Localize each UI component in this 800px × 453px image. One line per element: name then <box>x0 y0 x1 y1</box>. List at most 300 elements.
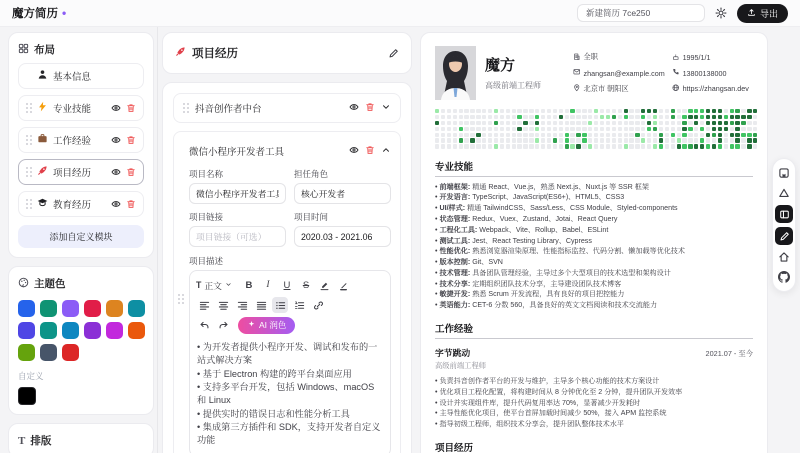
heatmap-cell <box>659 127 663 131</box>
text-style-dropdown[interactable]: T 正文 <box>196 279 232 292</box>
heatmap-cell <box>706 127 710 131</box>
heatmap-cell <box>659 144 663 148</box>
heatmap-cell <box>588 138 592 142</box>
heatmap-cell <box>559 127 563 131</box>
heatmap-cell <box>753 138 757 142</box>
sidebar-item-gradcap[interactable] <box>18 191 144 217</box>
heatmap-cell <box>565 109 569 113</box>
heatmap-cell <box>529 144 533 148</box>
contact-item <box>672 84 753 94</box>
project-name-label: 项目名称 <box>189 169 224 179</box>
heatmap-cell <box>665 144 669 148</box>
eye-icon[interactable] <box>111 167 121 177</box>
heatmap-cell <box>635 115 639 119</box>
heatmap-cell <box>724 133 728 137</box>
heatmap-cell <box>671 121 675 125</box>
heatmap-cell <box>506 144 510 148</box>
heatmap-cell <box>470 121 474 125</box>
heatmap-cell <box>453 133 457 137</box>
sidebar-item-bolt[interactable] <box>18 95 144 121</box>
heatmap-cell <box>753 115 757 119</box>
heatmap-cell <box>677 138 681 142</box>
heatmap-cell <box>600 121 604 125</box>
heatmap-cell <box>470 138 474 142</box>
contact-text: https://zhangsan.dev <box>682 84 749 94</box>
theme-color-swatch[interactable] <box>18 344 35 361</box>
heatmap-cell <box>688 109 692 113</box>
project-desc-label: 项目描述 <box>189 256 224 266</box>
sidebar-item-label: 基本信息 <box>53 72 92 83</box>
heatmap-cell <box>600 127 604 131</box>
highlighter-icon[interactable] <box>317 277 333 293</box>
trash-icon[interactable] <box>365 99 375 117</box>
heatmap-cell <box>594 133 598 137</box>
heatmap-cell <box>459 133 463 137</box>
link-icon[interactable] <box>310 297 326 313</box>
heatmap-cell <box>688 115 692 119</box>
chevron-up-icon[interactable] <box>381 142 391 160</box>
chevron-down-icon[interactable] <box>381 99 391 117</box>
heatmap-cell <box>535 144 539 148</box>
heatmap-cell <box>647 144 651 148</box>
contact-item <box>573 68 666 78</box>
heatmap-cell <box>500 138 504 142</box>
align-center-icon[interactable] <box>215 297 231 313</box>
heatmap-cell <box>494 115 498 119</box>
heatmap-cell <box>517 115 521 119</box>
heatmap-cell <box>624 127 628 131</box>
heatmap-cell <box>464 121 468 125</box>
custom-color-swatch[interactable] <box>18 387 36 405</box>
heatmap-cell <box>547 133 551 137</box>
layout-panel <box>8 32 154 258</box>
heatmap-cell <box>576 127 580 131</box>
layout-grid-icon <box>18 43 29 57</box>
heatmap-cell <box>653 115 657 119</box>
heatmap-cell <box>629 109 633 113</box>
heatmap-cell <box>441 121 445 125</box>
heatmap-cell <box>541 121 545 125</box>
heatmap-cell <box>582 138 586 142</box>
heatmap-cell <box>677 121 681 125</box>
typography-t-icon: T <box>18 434 26 447</box>
drag-handle-icon[interactable] <box>178 294 184 304</box>
resume-job-title: 高级前端工程师 <box>485 81 541 90</box>
heatmap-cell <box>535 115 539 119</box>
heatmap-cell <box>588 127 592 131</box>
heatmap-cell <box>464 133 468 137</box>
heatmap-cell <box>464 109 468 113</box>
bullet-list-icon[interactable] <box>272 297 288 313</box>
heatmap-cell <box>730 121 734 125</box>
theme-color-swatch[interactable] <box>40 344 57 361</box>
sidebar-item-briefcase[interactable] <box>18 127 144 153</box>
heatmap-cell <box>588 144 592 148</box>
home-icon[interactable] <box>776 249 792 265</box>
heatmap-cell <box>464 127 468 131</box>
eye-icon[interactable] <box>111 199 121 209</box>
heatmap-cell <box>464 115 468 119</box>
heatmap-cell <box>594 109 598 113</box>
heatmap-cell <box>488 127 492 131</box>
heatmap-cell <box>659 121 663 125</box>
heatmap-cell <box>535 133 539 137</box>
project-date-label: 项目时间 <box>294 212 329 222</box>
sidebar-item-user[interactable] <box>18 63 144 89</box>
heatmap-cell <box>441 144 445 148</box>
heatmap-cell <box>677 115 681 119</box>
heatmap-cell <box>624 121 628 125</box>
heatmap-cell <box>635 138 639 142</box>
heatmap-cell <box>470 109 474 113</box>
project-item-title: 抖音创作者中台 <box>195 104 262 115</box>
custom-color-label: 自定义 <box>18 371 44 381</box>
heatmap-cell <box>612 127 616 131</box>
theme-color-swatch[interactable] <box>62 300 79 317</box>
project-role-input[interactable] <box>294 183 391 204</box>
heatmap-cell <box>671 144 675 148</box>
heatmap-cell <box>565 138 569 142</box>
heatmap-cell <box>494 133 498 137</box>
drag-handle-icon[interactable] <box>26 135 32 145</box>
heatmap-cell <box>677 109 681 113</box>
heatmap-cell <box>500 144 504 148</box>
company-name: 字节跳动 <box>435 348 471 359</box>
heatmap-cell <box>612 144 616 148</box>
heatmap-cell <box>747 109 751 113</box>
heatmap-cell <box>594 115 598 119</box>
theme-toggle-sun-icon[interactable] <box>715 7 727 19</box>
heatmap-cell <box>506 109 510 113</box>
heatmap-cell <box>506 115 510 119</box>
heatmap-cell <box>735 109 739 113</box>
bookmark-icon[interactable] <box>776 165 792 181</box>
heatmap-cell <box>730 133 734 137</box>
heatmap-cell <box>712 115 716 119</box>
heatmap-cell <box>653 121 657 125</box>
heatmap-cell <box>553 138 557 142</box>
heatmap-cell <box>559 121 563 125</box>
heatmap-cell <box>618 127 622 131</box>
text-color-icon[interactable] <box>336 277 352 293</box>
heatmap-cell <box>447 127 451 131</box>
heatmap-cell <box>559 109 563 113</box>
heatmap-cell <box>741 109 745 113</box>
heatmap-cell <box>559 144 563 148</box>
heatmap-cell <box>570 121 574 125</box>
building-icon <box>573 53 581 63</box>
eye-icon[interactable] <box>349 99 359 117</box>
italic-icon[interactable]: I <box>266 280 270 290</box>
heatmap-cell <box>565 127 569 131</box>
heatmap-cell <box>488 144 492 148</box>
export-button[interactable]: 导出 <box>737 4 788 23</box>
heatmap-cell <box>476 109 480 113</box>
drag-handle-icon[interactable] <box>183 103 189 113</box>
undo-icon[interactable] <box>196 317 212 333</box>
heatmap-cell <box>482 127 486 131</box>
heatmap-cell <box>612 138 616 142</box>
align-justify-icon[interactable] <box>253 297 269 313</box>
description-bullet: • 为开发者提供小程序开发、调试和发布的一站式解决方案 <box>197 341 383 368</box>
heatmap-cell <box>529 121 533 125</box>
heatmap-cell <box>553 133 557 137</box>
project-date-input[interactable] <box>294 226 391 247</box>
theme-color-swatch[interactable] <box>84 300 101 317</box>
heatmap-cell <box>718 133 722 137</box>
heatmap-cell <box>600 144 604 148</box>
heatmap-cell <box>641 133 645 137</box>
heatmap-cell <box>629 127 633 131</box>
contact-item <box>573 52 666 62</box>
drag-handle-icon[interactable] <box>26 199 32 209</box>
ai-polish-button[interactable]: AI 润色 <box>238 317 295 334</box>
heatmap-cell <box>735 127 739 131</box>
heatmap-cell <box>500 127 504 131</box>
project-link-label: 项目链接 <box>189 212 224 222</box>
heatmap-cell <box>476 133 480 137</box>
heatmap-cell <box>694 138 698 142</box>
heatmap-cell <box>523 115 527 119</box>
theme-color-swatch[interactable] <box>84 322 101 339</box>
heatmap-cell <box>688 121 692 125</box>
trash-icon[interactable] <box>126 167 136 177</box>
github-icon[interactable] <box>776 269 792 285</box>
theme-title: 主题色 <box>34 278 66 290</box>
heatmap-cell <box>718 109 722 113</box>
heatmap-cell <box>641 109 645 113</box>
heatmap-cell <box>582 127 586 131</box>
heatmap-cell <box>647 133 651 137</box>
heatmap-cell <box>741 133 745 137</box>
heatmap-cell <box>730 109 734 113</box>
heatmap-cell <box>671 133 675 137</box>
skill-item: • 英语能力: CET-6 分数 560，具备良好的英文文档阅读和技术交流能力 <box>435 300 753 311</box>
heatmap-cell <box>559 115 563 119</box>
heatmap-cell <box>459 127 463 131</box>
theme-color-swatch[interactable] <box>128 322 145 339</box>
heatmap-cell <box>500 109 504 113</box>
heatmap-cell <box>747 138 751 142</box>
trash-icon[interactable] <box>365 142 375 160</box>
heatmap-cell <box>635 127 639 131</box>
work-section-title: 工作经验 <box>435 321 753 339</box>
heatmap-cell <box>712 138 716 142</box>
heatmap-cell <box>553 121 557 125</box>
eye-icon[interactable] <box>111 135 121 145</box>
heatmap-cell <box>535 121 539 125</box>
theme-color-swatch[interactable] <box>62 344 79 361</box>
heatmap-cell <box>529 133 533 137</box>
heatmap-cell <box>730 127 734 131</box>
editor-body <box>162 82 412 453</box>
sidebar <box>8 32 154 453</box>
skill-item: • 技术分享: 定期组织团队技术分享，主导建设团队技术博客 <box>435 279 753 290</box>
user-icon <box>37 69 48 83</box>
heatmap-cell <box>582 109 586 113</box>
eye-icon[interactable] <box>111 103 121 113</box>
heatmap-cell <box>647 109 651 113</box>
theme-color-swatch[interactable] <box>106 300 123 317</box>
heatmap-cell <box>753 121 757 125</box>
heatmap-cell <box>629 138 633 142</box>
layout-module-list <box>18 63 144 217</box>
heatmap-cell <box>435 115 439 119</box>
heatmap-cell <box>535 127 539 131</box>
heatmap-cell <box>735 121 739 125</box>
heatmap-cell <box>576 138 580 142</box>
sidebar-item-label: 工作经验 <box>53 136 92 147</box>
upload-icon <box>747 8 756 19</box>
work-bullets <box>435 376 753 430</box>
heatmap-cell <box>570 133 574 137</box>
heatmap-cell <box>700 109 704 113</box>
edit-pencil-icon[interactable] <box>388 48 399 59</box>
heatmap-cell <box>665 127 669 131</box>
redo-icon[interactable] <box>215 317 231 333</box>
heatmap-cell <box>718 121 722 125</box>
align-right-icon[interactable] <box>234 297 250 313</box>
heatmap-cell <box>612 115 616 119</box>
bold-icon[interactable]: B <box>245 279 253 291</box>
heatmap-cell <box>576 109 580 113</box>
heatmap-cell <box>618 115 622 119</box>
align-left-icon[interactable] <box>196 297 212 313</box>
heatmap-cell <box>488 138 492 142</box>
heatmap-cell <box>724 121 728 125</box>
skill-item: • 性能优化: 熟悉浏览器渲染原理、性能指标监控、代码分割、懒加载等优化技术 <box>435 246 753 257</box>
ordered-list-icon[interactable] <box>291 297 307 313</box>
heatmap-cell <box>529 138 533 142</box>
contact-text: 北京市 朝阳区 <box>583 83 629 93</box>
layout-title: 布局 <box>34 44 55 56</box>
heatmap-cell <box>682 138 686 142</box>
project-link-input[interactable] <box>189 226 286 247</box>
heatmap-cell <box>741 138 745 142</box>
heatmap-cell <box>682 121 686 125</box>
eye-icon[interactable] <box>349 142 359 160</box>
heatmap-cell <box>459 144 463 148</box>
skill-item: • 敏捷开发: 熟悉 Scrum 开发流程，具有良好的项目把控能力 <box>435 289 753 300</box>
heatmap-cell <box>665 133 669 137</box>
heatmap-cell <box>629 133 633 137</box>
trash-icon[interactable] <box>126 199 136 209</box>
heatmap-cell <box>706 138 710 142</box>
rocket-icon <box>37 165 48 179</box>
sidebar-item-rocket[interactable] <box>18 159 144 185</box>
work-period: 2021.07 - 至今 <box>705 349 753 359</box>
heatmap-cell <box>512 144 516 148</box>
heatmap-cell <box>453 109 457 113</box>
work-bullet: • 负责抖音创作者平台的开发与维护，主导多个核心功能的技术方案设计 <box>435 376 753 387</box>
heatmap-cell <box>453 121 457 125</box>
heatmap-cell <box>659 133 663 137</box>
heatmap-cell <box>453 127 457 131</box>
heatmap-cell <box>641 144 645 148</box>
heatmap-cell <box>553 127 557 131</box>
trash-icon[interactable] <box>126 135 136 145</box>
project-description-content[interactable] <box>196 339 384 450</box>
strikethrough-icon[interactable]: S <box>302 279 310 291</box>
pin-icon <box>573 84 581 94</box>
theme-color-swatch[interactable] <box>40 300 57 317</box>
heatmap-cell <box>459 109 463 113</box>
heatmap-cell <box>447 109 451 113</box>
heatmap-cell <box>677 127 681 131</box>
heatmap-cell <box>635 121 639 125</box>
panel-layout-icon[interactable] <box>775 205 793 223</box>
edit-mode-pencil-icon[interactable] <box>775 227 793 245</box>
underline-icon[interactable]: U <box>283 279 291 291</box>
heatmap-cell <box>700 138 704 142</box>
heatmap-cell <box>482 133 486 137</box>
trash-icon[interactable] <box>126 103 136 113</box>
add-module-button[interactable]: 添加自定义模块 <box>18 225 144 248</box>
drag-handle-icon[interactable] <box>26 167 32 177</box>
heatmap-cell <box>671 138 675 142</box>
heatmap-cell <box>494 127 498 131</box>
resume-name-input[interactable] <box>577 4 705 22</box>
heatmap-cell <box>506 127 510 131</box>
heatmap-cell <box>641 138 645 142</box>
heatmap-cell <box>724 144 728 148</box>
heatmap-cell <box>453 115 457 119</box>
heatmap-cell <box>565 133 569 137</box>
heatmap-cell <box>712 133 716 137</box>
project-item-collapsed[interactable] <box>173 93 401 123</box>
theme-color-swatch[interactable] <box>40 322 57 339</box>
triangle-icon[interactable] <box>776 185 792 201</box>
heatmap-cell <box>470 133 474 137</box>
heatmap-cell <box>565 121 569 125</box>
heatmap-cell <box>741 115 745 119</box>
briefcase-icon <box>37 133 48 147</box>
theme-color-swatch[interactable] <box>18 322 35 339</box>
skill-item: • UI/样式: 精通 TailwindCSS、Sass/Less、CSS Module、Styled-components <box>435 203 753 214</box>
heatmap-cell <box>547 144 551 148</box>
heatmap-cell <box>547 127 551 131</box>
heatmap-cell <box>688 127 692 131</box>
resume-name: 魔方 <box>485 57 516 74</box>
heatmap-cell <box>659 138 663 142</box>
theme-color-swatch[interactable] <box>106 322 123 339</box>
theme-color-swatch[interactable] <box>62 322 79 339</box>
heatmap-cell <box>671 127 675 131</box>
theme-color-swatch[interactable] <box>128 300 145 317</box>
heatmap-cell <box>494 144 498 148</box>
drag-handle-icon[interactable] <box>26 103 32 113</box>
typography-panel <box>8 423 154 453</box>
theme-color-swatch[interactable] <box>18 300 35 317</box>
heatmap-cell <box>694 109 698 113</box>
contact-item <box>672 68 753 78</box>
skills-section-title: 专业技能 <box>435 159 753 177</box>
heatmap-cell <box>718 115 722 119</box>
heatmap-cell <box>730 144 734 148</box>
heatmap-cell <box>576 144 580 148</box>
skill-item: • 技术管理: 具备团队管理经验，主导过多个大型项目的技术选型和架构设计 <box>435 268 753 279</box>
project-name-input[interactable] <box>189 183 286 204</box>
rocket-icon <box>175 44 186 62</box>
heatmap-cell <box>447 138 451 142</box>
heatmap-cell <box>629 144 633 148</box>
heatmap-cell <box>694 115 698 119</box>
heatmap-cell <box>570 109 574 113</box>
work-role: 高级前端工程师 <box>435 361 487 371</box>
heatmap-cell <box>523 109 527 113</box>
sidebar-item-label: 项目经历 <box>53 168 92 179</box>
panel-divider <box>157 27 158 453</box>
